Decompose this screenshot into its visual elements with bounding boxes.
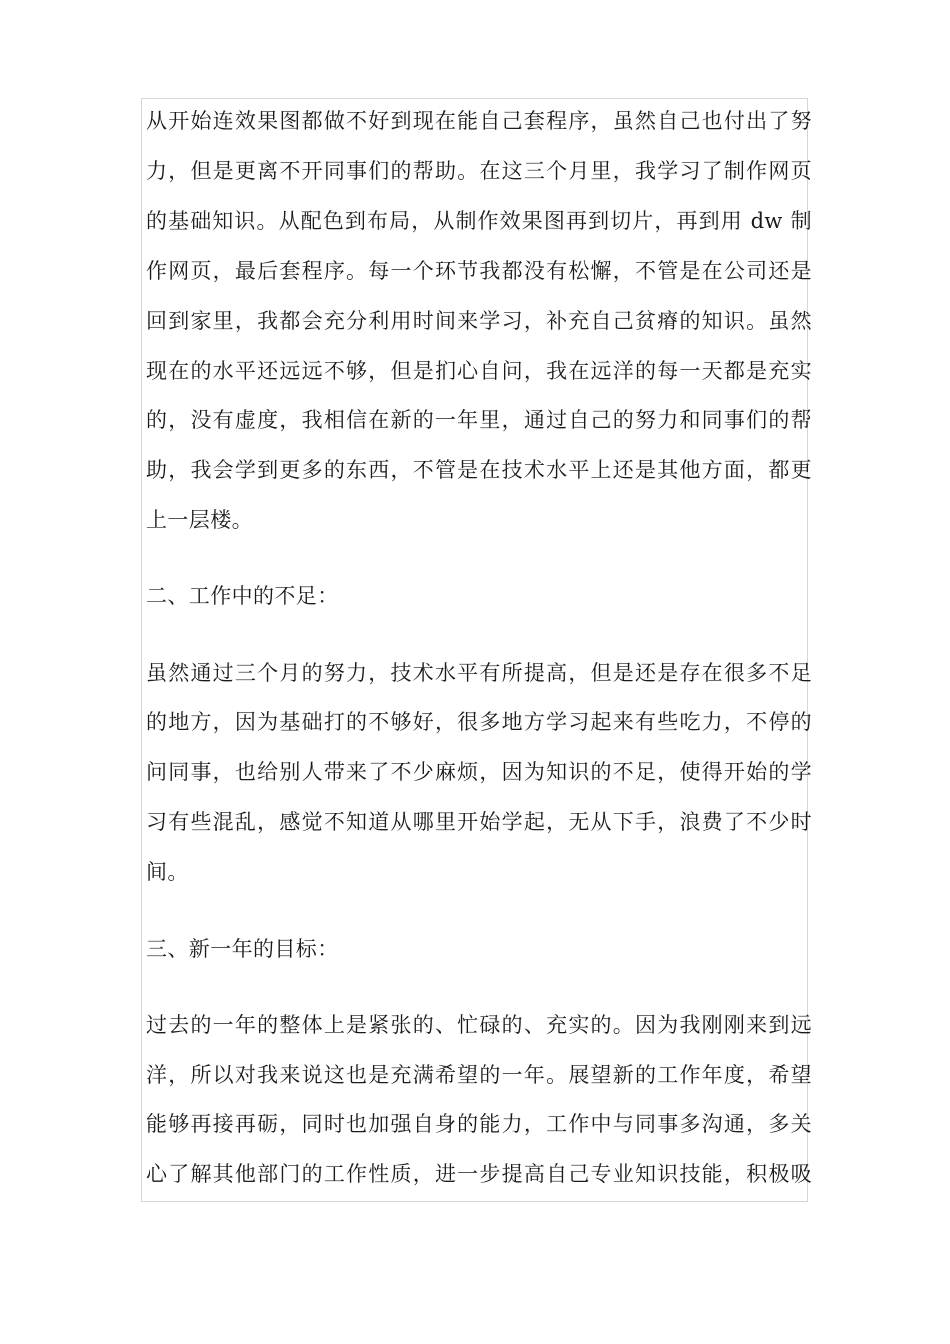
paragraph-3-line-3: 能够再接再砺，同时也加强自身的能力，工作中与同事多沟通，多关 bbox=[146, 1112, 812, 1136]
paragraph-1-line-4: 作网页，最后套程序。每一个环节我都没有松懈，不管是在公司还是 bbox=[146, 259, 812, 283]
paragraph-1-line-7: 的，没有虚度，我相信在新的一年里，通过自己的努力和同事们的帮 bbox=[146, 408, 812, 432]
section-heading-goals: 三、新一年的目标： bbox=[146, 937, 339, 961]
paragraph-1-line-5: 回到家里，我都会充分利用时间来学习，补充自己贫瘠的知识。虽然 bbox=[146, 309, 812, 333]
paragraph-2-line-2: 的地方，因为基础打的不够好，很多地方学习起来有些吃力，不停的 bbox=[146, 710, 812, 734]
paragraph-3-line-2: 洋，所以对我来说这也是充满希望的一年。展望新的工作年度，希望 bbox=[146, 1063, 812, 1087]
paragraph-1-line-9: 上一层楼。 bbox=[146, 508, 253, 532]
section-heading-shortcomings: 二、工作中的不足： bbox=[146, 584, 339, 608]
paragraph-2-line-4: 习有些混乱，感觉不知道从哪里开始学起，无从下手，浪费了不少时 bbox=[146, 810, 812, 834]
paragraph-3-line-1: 过去的一年的整体上是紧张的、忙碌的、充实的。因为我刚刚来到远 bbox=[146, 1013, 812, 1037]
paragraph-1-line-1: 从开始连效果图都做不好到现在能自己套程序，虽然自己也付出了努 bbox=[146, 109, 812, 133]
paragraph-1-line-2: 力，但是更离不开同事们的帮助。在这三个月里，我学习了制作网页 bbox=[146, 159, 812, 183]
paragraph-3-line-4: 心了解其他部门的工作性质，进一步提高自己专业知识技能，积极吸 bbox=[146, 1162, 812, 1186]
paragraph-2-line-1: 虽然通过三个月的努力，技术水平有所提高，但是还是存在很多不足 bbox=[146, 661, 812, 685]
paragraph-1-line-8: 助，我会学到更多的东西，不管是在技术水平上还是其他方面，都更 bbox=[146, 458, 812, 482]
paragraph-2-line-5: 间。 bbox=[146, 860, 189, 884]
paragraph-1-line-3: 的基础知识。从配色到布局，从制作效果图再到切片，再到用 dw 制 bbox=[146, 209, 812, 233]
paragraph-1-line-6: 现在的水平还远远不够，但是扪心自问，我在远洋的每一天都是充实 bbox=[146, 359, 812, 383]
paragraph-2-line-3: 问同事，也给别人带来了不少麻烦，因为知识的不足，使得开始的学 bbox=[146, 760, 812, 784]
